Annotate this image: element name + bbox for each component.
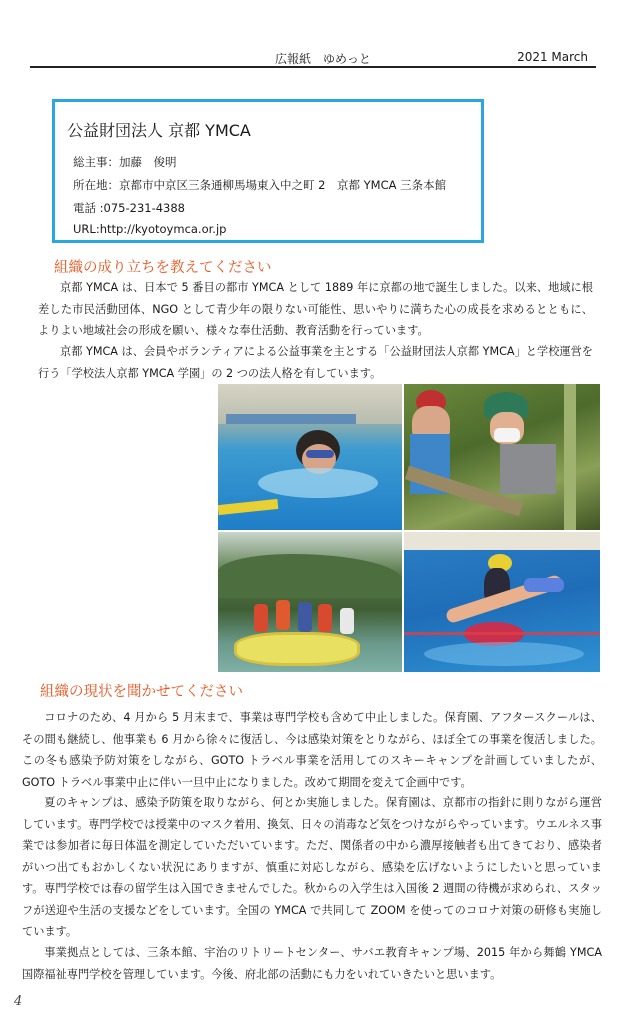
paragraph-text: コロナのため、4 月から 5 月末まで、事業は専門学校も含めて中止しました。保育園、アフタースクールは、その間も継続し、他事業も 6 月から徐々に復活し、今は感染対策をとりながら、ほぼ全ての事業を復活しました。この冬も感染予防対策をしながら、GOTO トラベル事業を活用してのスキーキャンプを計画していましたが、GOTO トラベル事業中止に伴い一旦中止になりました。改めて期間を変えて企画中です。	[22, 711, 602, 789]
paragraph-text: 専門学校では春の留学生は入国できませんでした。秋からの入学生は入国後 2 週間の待機が求められ、スタッフが送迎や生活の支援などをしています。全国の YMCA で共同して ZOOM を使ってのコロナ対策の研修も実施しています。	[22, 882, 602, 938]
paragraph-text: 京都 YMCA は、日本で 5 番目の都市 YMCA として 1889 年に京都の地で誕生しました。以来、地域に根差した市民活動団体、NGO として青少年の限りない可能性、思いやりに満ちた心の成長を求めるとともに、よりよい地域社会の形成を願い、様々な奉仕活動、教育活動を行っています。	[38, 281, 593, 337]
paragraph	[38, 277, 593, 342]
phone-line: 電話 :075-231-4388	[73, 201, 185, 215]
publication-title: 広報紙 ゆめっと	[275, 52, 371, 66]
organization-info-box	[52, 99, 484, 243]
paragraph	[38, 341, 593, 384]
paragraph-text: 京都 YMCA は、会員やボランティアによる公益事業を主とする「公益財団法人京都 YMCA」と学校運営を行う「学校法人京都 YMCA 学園」の 2 つの法人格を有しています。	[38, 345, 593, 380]
director-line: 総主事：加藤 俊明	[73, 155, 177, 169]
photo-swimming-lesson	[404, 532, 600, 672]
organization-name: 公益財団法人 京都 YMCA	[67, 121, 251, 140]
issue-date: 2021 March	[517, 50, 588, 64]
photo-forest-activity	[404, 384, 600, 530]
paragraph-text: 夏のキャンプは、感染予防策を取りながら、何とか実施しました。保育園は、京都市の指針に則りながら運営しています。専門学校では授業中のマスク着用、換気、日々の消毒など気をつけながらやっています。ウエルネス事業では参加者に毎日体温を測定していただいています。ただ、関係者の中から濃厚接触者も出てきており、感染者がいつ出てもおかしくない状況にありますが、慎重に対応しながら、感染を広げないようにしたいと思っています。	[22, 796, 602, 895]
paragraph	[22, 878, 602, 943]
photo-river-rafting	[218, 532, 402, 672]
paragraph-text: 事業拠点としては、三条本館、宇治のリトリートセンター、サバエ教育キャンプ場、2015 年から舞鶴 YMCA 国際福祉専門学校を管理しています。今後、府北部の活動にも力をいれていきたいと思います。	[22, 946, 602, 981]
url-line[interactable]: URL:http://kyotoymca.or.jp	[73, 222, 227, 236]
page-header	[30, 44, 596, 68]
photo-swimming-pool	[218, 384, 402, 530]
page-number: 4	[14, 994, 23, 1009]
paragraph	[22, 942, 602, 985]
section-heading-current-status: 組織の現状を聞かせてください	[40, 684, 243, 700]
paragraph	[22, 707, 602, 793]
section-heading-history: 組織の成り立ちを教えてください	[54, 260, 272, 276]
address-line: 所在地：京都市中京区三条通柳馬場東入中之町 2 京都 YMCA 三条本館	[73, 178, 447, 192]
